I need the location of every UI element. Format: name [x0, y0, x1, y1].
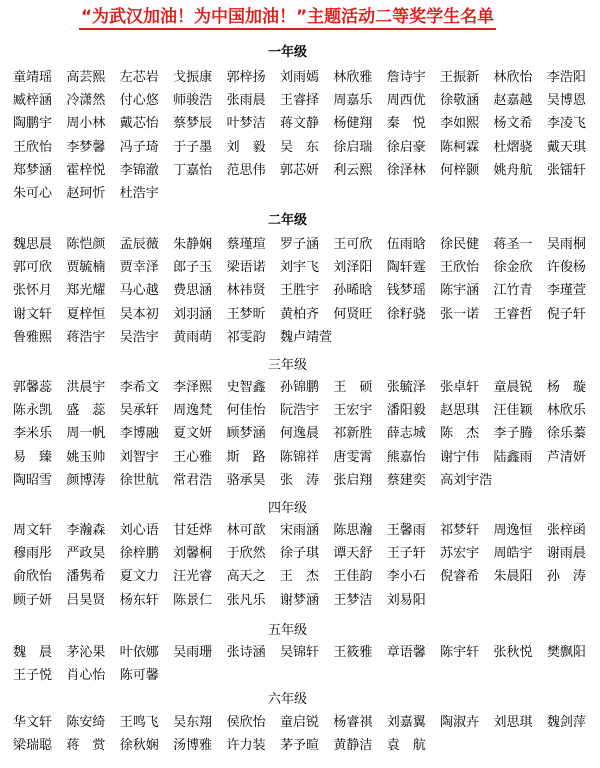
- grade-heading: 六年级: [267, 692, 307, 707]
- student-name: 张启翔: [333, 472, 373, 488]
- student-name: 郭芯妍: [279, 162, 319, 178]
- student-name: 王睿哲: [493, 306, 533, 322]
- student-name: 陆鑫雨: [493, 449, 533, 465]
- student-name: 吴锦轩: [279, 645, 319, 660]
- student-name: 张雨晨: [226, 93, 266, 109]
- student-name: 芦清妍: [546, 449, 586, 465]
- student-name: 赵思琪: [440, 403, 480, 419]
- student-name: 蒋 赏: [66, 738, 106, 754]
- student-name: 叶梦洁: [226, 116, 266, 132]
- student-name: 郭梓扬: [226, 70, 266, 85]
- student-name: 霍梓悦: [66, 162, 106, 178]
- student-name: 吴承轩: [119, 403, 159, 419]
- student-name: 徐秋娴: [119, 738, 159, 754]
- student-name: 王欣怡: [440, 260, 480, 276]
- student-name: 张毓泽: [386, 380, 426, 395]
- student-name: 孙 涛: [546, 569, 586, 585]
- student-name: 周文轩: [13, 523, 53, 538]
- student-name: 王筱雅: [333, 645, 373, 660]
- student-name: 汤博雅: [173, 738, 213, 754]
- student-name: 张怀月: [13, 283, 53, 299]
- student-name: 严政昊: [66, 546, 106, 562]
- student-name: 陶鹏宇: [13, 116, 53, 132]
- student-name: 蔡建奕: [386, 472, 426, 488]
- student-name: 徐民健: [440, 237, 480, 252]
- name-row: [13, 66, 586, 89]
- student-name: 利云熙: [333, 162, 373, 178]
- student-name: 徐乐蓁: [546, 426, 586, 442]
- student-name: 徐敬涵: [440, 93, 480, 109]
- student-name: 吴雨桐: [546, 237, 586, 252]
- student-name: 宋雨涵: [279, 523, 319, 538]
- name-list: [13, 376, 586, 492]
- student-name: 陈宇轩: [440, 645, 480, 660]
- student-name: 倪子轩: [546, 306, 586, 322]
- student-name: 贾幸泽: [119, 260, 159, 276]
- student-name: 张秋悦: [493, 645, 533, 660]
- student-name: 林可歆: [226, 523, 266, 538]
- student-name: 刘雨嫣: [279, 70, 319, 85]
- student-name: 张 涛: [279, 472, 319, 488]
- student-name: 郑梦涵: [13, 162, 53, 178]
- student-name: 李泽熙: [173, 380, 213, 395]
- student-name: 徐子琪: [279, 546, 319, 562]
- student-name: 张镭轩: [546, 162, 586, 178]
- student-name: 刘嘉翼: [386, 715, 426, 730]
- student-name: 张梓函: [546, 523, 586, 538]
- student-name: 陈 杰: [440, 426, 480, 442]
- student-name: 叶依娜: [119, 645, 159, 660]
- name-list: [13, 233, 586, 349]
- student-name: 张凡乐: [226, 592, 266, 608]
- student-name: 倪睿希: [440, 569, 480, 585]
- student-name: 章语馨: [386, 645, 426, 660]
- student-name: 王宏宇: [333, 403, 373, 419]
- student-name: 魏思晨: [13, 237, 53, 252]
- student-name: 陈安绮: [66, 715, 106, 730]
- student-name: 左芯岩: [119, 70, 159, 85]
- student-name: 孙锦鹏: [279, 380, 319, 395]
- name-list: [13, 66, 586, 205]
- student-name: 谢雨晨: [546, 546, 586, 562]
- name-row: [13, 565, 586, 588]
- student-name: 盛 蕊: [66, 403, 106, 419]
- student-name: 鲁雅熙: [13, 329, 53, 345]
- student-name: 祁新胜: [333, 426, 373, 442]
- student-name: 朱静娴: [173, 237, 213, 252]
- student-name: 高天之: [226, 569, 266, 585]
- student-name: 范思伟: [226, 162, 266, 178]
- student-name: 吴雨珊: [173, 645, 213, 660]
- student-name: 费思涵: [173, 283, 213, 299]
- student-name: 周皓宇: [493, 546, 533, 562]
- student-name: 王佳韵: [333, 569, 373, 585]
- student-name: 黄静洁: [333, 738, 373, 754]
- student-name: 戈振康: [173, 70, 213, 85]
- student-name: 易 臻: [13, 449, 53, 465]
- student-name: 江竹青: [493, 283, 533, 299]
- student-name: 侯欣怡: [226, 715, 266, 730]
- student-name: 付心悠: [119, 93, 159, 109]
- student-name: 王 硕: [333, 380, 373, 395]
- student-name: 林欣乐: [546, 403, 586, 419]
- student-name: 刘宇飞: [279, 260, 319, 276]
- student-name: 陈思瀚: [333, 523, 373, 538]
- student-name: 徐启豪: [386, 139, 426, 155]
- student-name: 郭馨蕊: [13, 380, 53, 395]
- student-name: 刘泽阳: [333, 260, 373, 276]
- student-name: 杨 璇: [546, 380, 586, 395]
- student-name: 蒋浩宇: [66, 329, 106, 345]
- student-name: 高芸熙: [66, 70, 106, 85]
- student-name: 吴本初: [119, 306, 159, 322]
- student-name: 陈柯霖: [440, 139, 480, 155]
- student-name: 王子轩: [386, 546, 426, 562]
- student-name: 周嘉乐: [333, 93, 373, 109]
- grade-heading: 五年级: [267, 623, 307, 638]
- student-name: 童晨锐: [493, 380, 533, 395]
- student-name: 汪佳颖: [493, 403, 533, 419]
- student-name: 王 杰: [279, 569, 319, 585]
- student-name: 姚玉帅: [66, 449, 106, 465]
- student-name: 甘廷烨: [173, 523, 213, 538]
- document-title: [0, 6, 575, 28]
- student-name: 吴浩宇: [119, 329, 159, 345]
- student-name: 徐世航: [119, 472, 159, 488]
- student-name: 梁瑞聪: [13, 738, 53, 754]
- student-name: 魏 晨: [13, 645, 53, 660]
- student-name: 杜熠骁: [493, 139, 533, 155]
- name-list: [13, 711, 586, 757]
- student-name: 陶昭雪: [13, 472, 53, 488]
- student-name: 孟辰薇: [119, 237, 159, 252]
- student-name: 冯子琦: [119, 139, 159, 155]
- student-name: 张卓轩: [440, 380, 480, 395]
- student-name: 戴芯怡: [119, 116, 159, 132]
- student-name: 郎子玉: [173, 260, 213, 276]
- student-name: 徐金欣: [493, 260, 533, 276]
- student-name: 俞欣怡: [13, 569, 53, 585]
- student-name: 郭可欣: [13, 260, 53, 276]
- student-name: 徐梓鹏: [119, 546, 159, 562]
- student-name: 何逸晨: [279, 426, 319, 442]
- name-row: [13, 641, 586, 664]
- student-name: 陈恺颜: [66, 237, 106, 252]
- student-name: 吴 东: [279, 139, 319, 155]
- student-name: 骆承昊: [226, 472, 266, 488]
- name-row: [13, 376, 586, 399]
- student-name: 贾毓楠: [66, 260, 106, 276]
- student-name: 许俊杨: [546, 260, 586, 276]
- student-name: 李博融: [119, 426, 159, 442]
- student-name: 史智鑫: [226, 380, 266, 395]
- student-name: 李梦馨: [66, 139, 106, 155]
- name-row: [13, 326, 573, 349]
- student-name: 周逸恒: [493, 523, 533, 538]
- student-name: 袁 航: [386, 738, 426, 754]
- student-name: 王振新: [440, 70, 480, 85]
- student-name: 赵嘉越: [493, 93, 533, 109]
- student-name: 朱晨阳: [493, 569, 533, 585]
- student-name: 丁嘉怡: [173, 162, 213, 178]
- student-name: 顾子妍: [13, 592, 53, 608]
- student-name: 王睿择: [279, 93, 319, 109]
- student-name: 蒋文静: [279, 116, 319, 132]
- student-name: 徐籽骁: [386, 306, 426, 322]
- document-title-text: “为武汉加油！为中国加油！”主题活动二等奖学生名单: [79, 7, 496, 30]
- student-name: 夏梓恒: [66, 306, 106, 322]
- student-name: 刘馨桐: [173, 546, 213, 562]
- student-name: 戴天琪: [546, 139, 586, 155]
- student-name: 赵珂忻: [66, 185, 106, 201]
- student-name: 刘智宇: [119, 449, 159, 465]
- student-name: 臧梓涵: [13, 93, 53, 109]
- student-name: 李凌飞: [546, 116, 586, 132]
- student-name: 王可欣: [333, 237, 373, 252]
- student-name: 阮浩宇: [279, 403, 319, 419]
- name-row: [13, 256, 586, 279]
- student-name: 陈宇涵: [440, 283, 480, 299]
- name-row: [13, 303, 586, 326]
- student-name: 李希文: [119, 380, 159, 395]
- student-name: 陈永凯: [13, 403, 53, 419]
- student-name: 李锦澈: [119, 162, 159, 178]
- student-name: 祁梦轩: [440, 523, 480, 538]
- student-name: 谢梦涵: [279, 592, 319, 608]
- student-name: 王梦昕: [226, 306, 266, 322]
- student-name: 谢文轩: [13, 306, 53, 322]
- student-name: 蒋圣一: [493, 237, 533, 252]
- student-name: 熊嘉怡: [386, 449, 426, 465]
- student-name: 黄雨萌: [173, 329, 213, 345]
- student-name: 梁语诺: [226, 260, 266, 276]
- name-row: [13, 664, 573, 687]
- name-row: [13, 422, 586, 445]
- student-name: 林欣怡: [493, 70, 533, 85]
- student-name: 陈景仁: [173, 592, 213, 608]
- student-name: 肖心怡: [66, 668, 106, 684]
- student-name: 陶轩霆: [386, 260, 426, 276]
- student-name: 徐泽林: [386, 162, 426, 178]
- student-name: 王梦洁: [333, 592, 373, 608]
- student-name: 李如熙: [440, 116, 480, 132]
- student-name: 周西优: [386, 93, 426, 109]
- student-name: 黄柏齐: [279, 306, 319, 322]
- student-name: 王欣怡: [13, 139, 53, 155]
- student-name: 吴博恩: [546, 93, 586, 109]
- student-name: 杨文希: [493, 116, 533, 132]
- student-name: 祁雯韵: [226, 329, 266, 345]
- student-name: 汪光睿: [173, 569, 213, 585]
- student-name: 刘思琪: [493, 715, 533, 730]
- student-name: 潘阳毅: [386, 403, 426, 419]
- student-name: 华文轩: [13, 715, 53, 730]
- student-name: 周小林: [66, 116, 106, 132]
- name-row: [13, 399, 586, 422]
- student-name: 洪晨宇: [66, 380, 106, 395]
- student-name: 张诗涵: [226, 645, 266, 660]
- grade-heading: 四年级: [267, 501, 307, 516]
- student-name: 夏文力: [119, 569, 159, 585]
- name-row: [13, 734, 573, 757]
- student-name: 茅予暄: [279, 738, 319, 754]
- student-name: 刘 毅: [226, 139, 266, 155]
- student-name: 姚舟航: [493, 162, 533, 178]
- student-name: 陈可馨: [119, 668, 159, 684]
- student-name: 刘心语: [119, 523, 159, 538]
- student-name: 斯 路: [226, 449, 266, 465]
- grade-heading: 三年级: [267, 358, 307, 373]
- student-name: 穆雨彤: [13, 546, 53, 562]
- student-name: 秦 悦: [386, 116, 426, 132]
- student-name: 薛志城: [386, 426, 426, 442]
- student-name: 王馨雨: [386, 523, 426, 538]
- name-row: [13, 182, 573, 205]
- student-name: 张一诺: [440, 306, 480, 322]
- grade-heading: 二年级: [267, 213, 307, 228]
- student-name: 唐雯霄: [333, 449, 373, 465]
- student-name: 高刘宇浩: [440, 472, 493, 488]
- student-name: 何贤旺: [333, 306, 373, 322]
- student-name: 杜浩宇: [119, 185, 159, 201]
- student-name: 魏卢靖萱: [279, 329, 332, 345]
- student-name: 于子墨: [173, 139, 213, 155]
- name-list: [13, 641, 586, 687]
- student-name: 林欣雅: [333, 70, 373, 85]
- student-name: 罗子涵: [279, 237, 319, 252]
- student-name: 颜博涛: [66, 472, 106, 488]
- student-name: 王胜宇: [279, 283, 319, 299]
- student-name: 伍雨晗: [386, 237, 426, 252]
- name-row: [13, 469, 573, 492]
- student-name: 常君浩: [173, 472, 213, 488]
- student-name: 周逸梵: [173, 403, 213, 419]
- student-name: 李米乐: [13, 426, 53, 442]
- name-row: [13, 542, 586, 565]
- student-name: 何梓颢: [440, 162, 480, 178]
- student-name: 蔡瑾瑄: [226, 237, 266, 252]
- student-name: 谢宁伟: [440, 449, 480, 465]
- grade-heading: 一年级: [267, 45, 307, 60]
- student-name: 王心雅: [173, 449, 213, 465]
- student-name: 李瑾萱: [546, 283, 586, 299]
- name-row: [13, 589, 573, 612]
- student-name: 朱可心: [13, 185, 53, 201]
- student-name: 孙晞晗: [333, 283, 373, 299]
- student-name: 何佳怡: [226, 403, 266, 419]
- student-name: 吴东翔: [173, 715, 213, 730]
- student-name: 樊飘阳: [546, 645, 586, 660]
- student-name: 徐启瑞: [333, 139, 373, 155]
- student-name: 钱梦瑶: [386, 283, 426, 299]
- student-name: 刘羽涵: [173, 306, 213, 322]
- student-name: 周一帆: [66, 426, 106, 442]
- name-row: [13, 446, 586, 469]
- name-row: [13, 233, 586, 256]
- student-name: 李小石: [386, 569, 426, 585]
- name-row: [13, 159, 586, 182]
- student-name: 谭天舒: [333, 546, 373, 562]
- student-name: 茅沁果: [66, 645, 106, 660]
- student-name: 于欣然: [226, 546, 266, 562]
- student-name: 潘隽希: [66, 569, 106, 585]
- student-name: 李浩阳: [546, 70, 586, 85]
- name-row: [13, 136, 586, 159]
- name-row: [13, 112, 586, 135]
- student-name: 马心越: [119, 283, 159, 299]
- name-row: [13, 279, 586, 302]
- student-name: 吕昊贤: [66, 592, 106, 608]
- student-name: 蔡梦辰: [173, 116, 213, 132]
- name-list: [13, 519, 586, 612]
- student-name: 许力装: [226, 738, 266, 754]
- student-name: 顾梦涵: [226, 426, 266, 442]
- student-name: 苏宏宇: [440, 546, 480, 562]
- student-name: 杨东轩: [119, 592, 159, 608]
- student-name: 师骏浩: [173, 93, 213, 109]
- student-name: 李瀚森: [66, 523, 106, 538]
- student-name: 李子腾: [493, 426, 533, 442]
- student-name: 王鸣飞: [119, 715, 159, 730]
- name-row: [13, 519, 586, 542]
- student-name: 童靖瑶: [13, 70, 53, 85]
- name-row: [13, 89, 586, 112]
- student-name: 刘易阳: [386, 592, 426, 608]
- student-name: 杨睿祺: [333, 715, 373, 730]
- student-name: 夏文妍: [173, 426, 213, 442]
- student-name: 詹诗宇: [386, 70, 426, 85]
- name-row: [13, 711, 586, 734]
- student-name: 郑光耀: [66, 283, 106, 299]
- student-name: 魏剑萍: [546, 715, 586, 730]
- student-name: 杨健翔: [333, 116, 373, 132]
- student-name: 王子悦: [13, 668, 53, 684]
- student-name: 童启锐: [279, 715, 319, 730]
- student-name: 冷潇然: [66, 93, 106, 109]
- student-name: 林祎贤: [226, 283, 266, 299]
- student-name: 陈锦祥: [279, 449, 319, 465]
- student-name: 陶淑卉: [440, 715, 480, 730]
